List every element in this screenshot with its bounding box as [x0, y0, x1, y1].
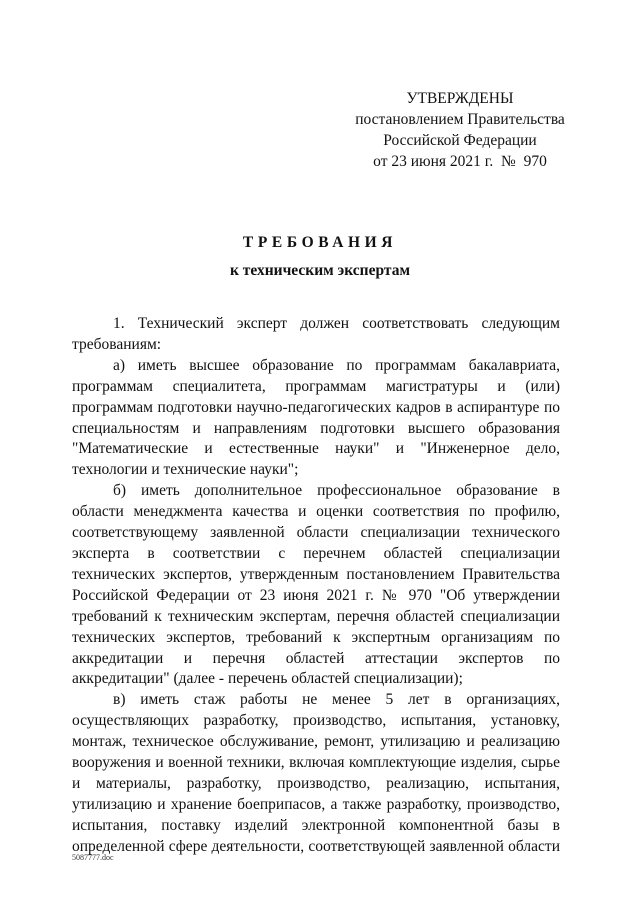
paragraph-1: 1. Технический эксперт должен соответствовать следующим требованиям: [72, 315, 560, 353]
approval-issuer: постановлением Правительства [355, 111, 565, 128]
approval-government: Российской Федерации [383, 132, 537, 149]
document-title: ТРЕБОВАНИЯ [242, 234, 398, 251]
approval-date-number: от 23 июня 2021 г. № 970 [373, 153, 547, 170]
paragraph-b: б) иметь дополнительное профессиональное образование в области менеджмента качества и оценки соответствия по профилю, соответствующему заявленной области специализации технического эксперта в соответствии с перечнем областей специализации технических экспертов, утвержденным постановлением Правительства Российской Федерации от 23 июня 2021 г. № 970 "Об утверждении требований к техническим экспертам, перечня областей специализации технических экспертов, требований к экспертным организациям по аккредитации и перечня областей аттестации экспертов по аккредитации" (далее - перечень областей специализации); [72, 482, 560, 688]
approval-block [340, 88, 580, 172]
approval-status: УТВЕРЖДЕНЫ [406, 90, 514, 107]
paragraph-c: в) иметь стаж работы не менее 5 лет в организациях, осуществляющих разработку, производство, испытания, установку, монтаж, техническое обслуживание, ремонт, утилизацию и реализацию вооружения и военной техники, включая комплектующие изделия, сырье и материалы, разработку, производство, реализацию, испытания, утилизацию и хранение боеприпасов, а также разработку, производство, испытания, поставку изделий электронной компонентной базы в определенной сфере деятельности, соответствующей заявленной области [72, 691, 560, 855]
document-file-code: 5087777.doc [72, 853, 114, 862]
document-subtitle: к техническим экспертам [229, 262, 411, 279]
document-body [72, 314, 560, 858]
paragraph-a: а) иметь высшее образование по программам бакалавриата, программам специалитета, программам магистратуры и (или) программам подготовки научно-педагогических кадров в аспирантуре по специальностям и направлениям подготовки высшего образования "Математические и естественные науки" и "Инженерное дело, технологии и технические науки"; [72, 356, 560, 479]
